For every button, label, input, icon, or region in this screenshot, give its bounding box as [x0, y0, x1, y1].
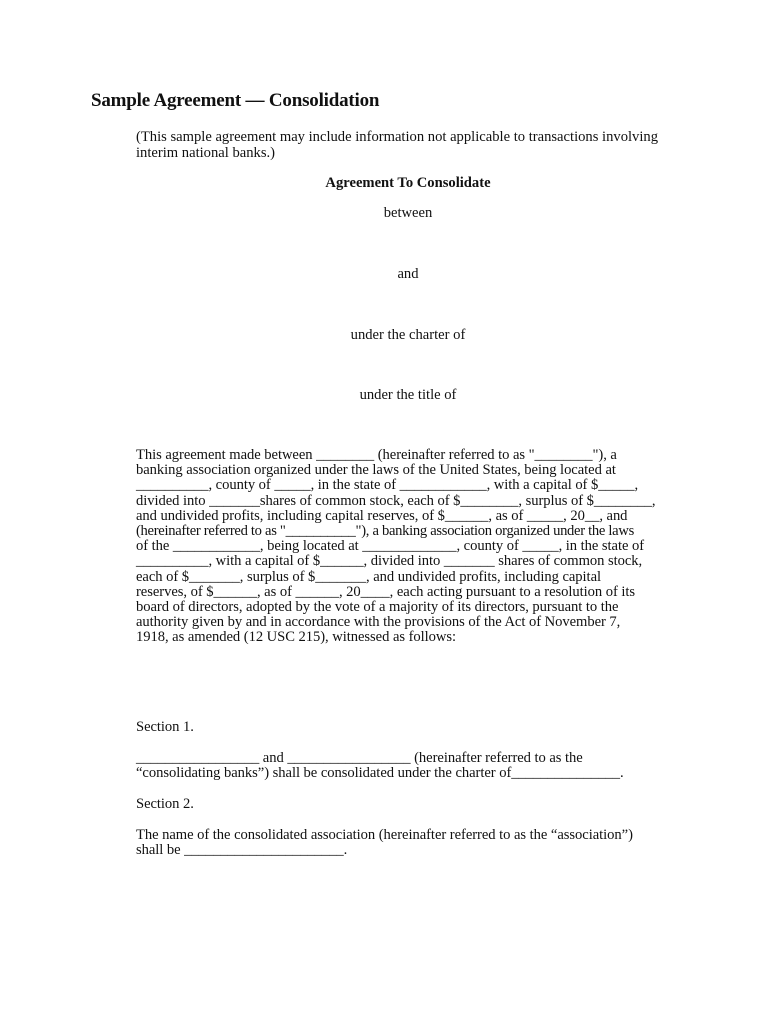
charter-label: under the charter of	[350, 327, 466, 343]
preamble-line: and undivided profits, including capital reserves, of $______, as of _____, 20__, and	[136, 507, 628, 524]
title-label: under the title of	[359, 387, 457, 403]
preamble-line: __________, county of _____, in the state of ____________, with a capital of $_____,	[136, 477, 639, 494]
agreement-heading: Agreement To Consolidate	[325, 175, 491, 191]
section-2-heading: Section 2.	[136, 796, 194, 812]
preamble-line: each of $_______, surplus of $_______, and undivided profits, including capital	[136, 568, 601, 585]
preamble-line: This agreement made between ________ (hereinafter referred to as "________"), a	[136, 447, 617, 463]
and-label: and	[397, 266, 419, 282]
section-2-line: shall be ______________________.	[136, 842, 348, 859]
preamble-paragraph	[136, 448, 696, 646]
section-1-heading: Section 1.	[136, 719, 194, 735]
between-label: between	[383, 205, 433, 221]
preamble-line: 1918, as amended (12 USC 215), witnessed as follows:	[136, 629, 457, 646]
section-1-line: “consolidating banks”) shall be consolidated under the charter of_______________.	[136, 765, 624, 782]
preamble-line: reserves, of $______, as of ______, 20____, each acting pursuant to a resolution of its	[136, 583, 636, 600]
preamble-line: board of directors, adopted by the vote of a majority of its directors, pursuant to the	[136, 599, 619, 616]
preamble-line: __________, with a capital of $______, divided into _______ shares of common stock,	[136, 553, 643, 570]
preamble-line: of the ____________, being located at _____________, county of _____, in the state of	[136, 538, 645, 555]
applicability-note: (This sample agreement may include information not applicable to transactions involving interim national banks.)	[136, 129, 658, 161]
section-2-line: The name of the consolidated association (hereinafter referred to as the “association”)	[136, 827, 633, 843]
preamble-line: authority given by and in accordance with the provisions of the Act of November 7,	[136, 614, 621, 631]
section-1-line: _________________ and _________________ (hereinafter referred to as the	[136, 750, 583, 766]
preamble-line: banking association organized under the laws of the United States, being located at	[136, 462, 616, 479]
section-1-body	[136, 751, 696, 781]
document-title: Sample Agreement — Consolidation	[91, 90, 380, 111]
preamble-line: divided into _______shares of common stock, each of $________, surplus of $________,	[136, 492, 656, 509]
preamble-line: (hereinafter referred to as "__________"), a banking association organized under the laws	[136, 523, 634, 540]
section-2-body	[136, 828, 696, 858]
